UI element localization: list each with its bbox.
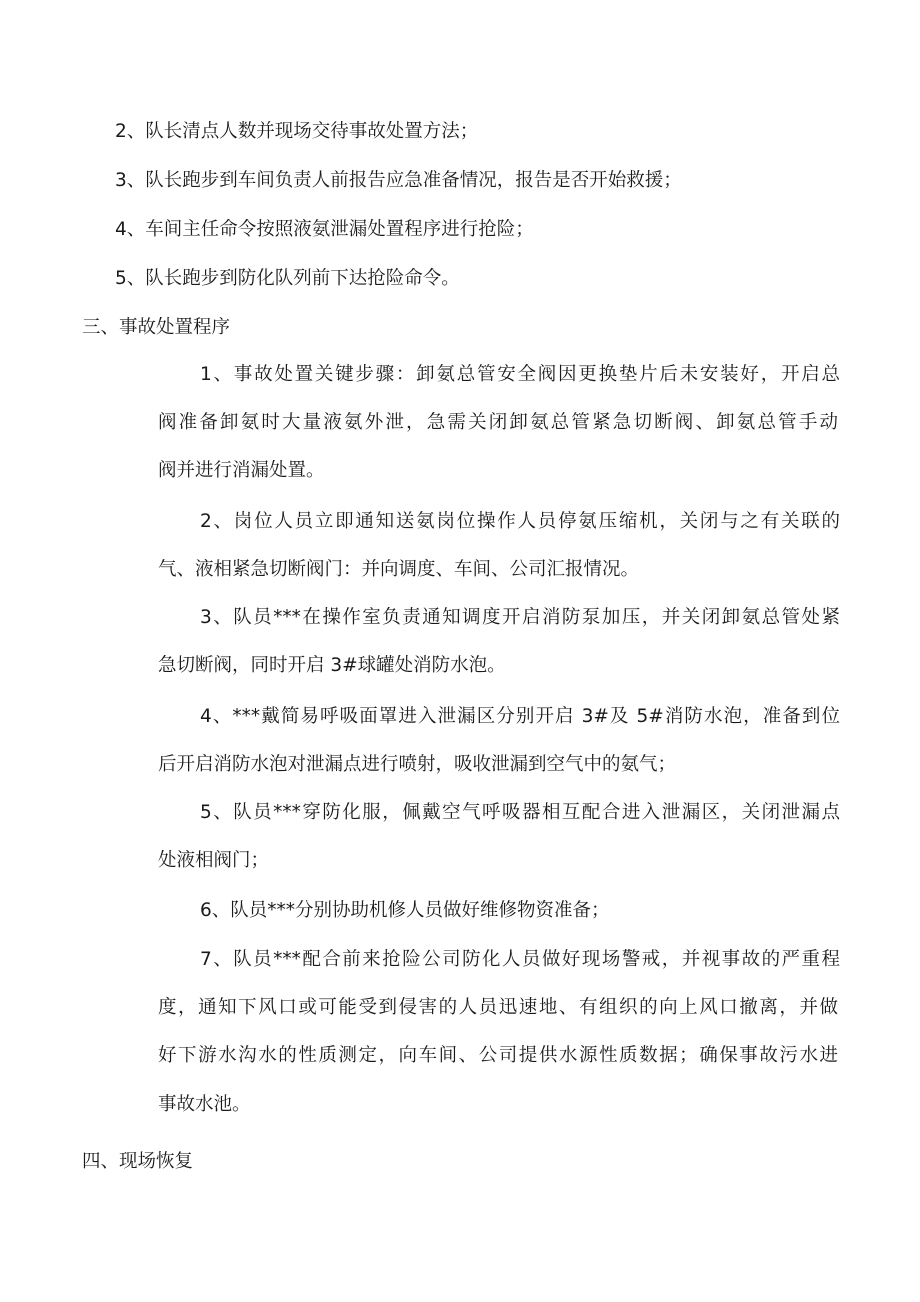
list-item: 4、车间主任命令按照液氨泄漏处置程序进行抢险； [115,219,534,240]
section-heading: 三、事故处置程序 [82,317,231,338]
paragraph-line: 处液相阀门； [158,850,270,871]
paragraph-line: 4、***戴简易呼吸面罩进入泄漏区分别开启 3#及 5#消防水泡，准备到位 [200,706,840,727]
paragraph-line: 5、队员***穿防化服，佩戴空气呼吸器相互配合进入泄漏区，关闭泄漏点 [200,802,840,823]
paragraph-line: 1、事故处置关键步骤：卸氨总管安全阀因更换垫片后未安装好，开启总 [200,364,840,385]
paragraph-line: 后开启消防水泡对泄漏点进行喷射，吸收泄漏到空气中的氨气； [158,754,677,775]
paragraph-line: 阀准备卸氨时大量液氨外泄，急需关闭卸氨总管紧急切断阀、卸氨总管手动 [158,412,838,433]
section-heading: 四、现场恢复 [82,1151,194,1172]
paragraph-line: 急切断阀，同时开启 3#球罐处消防水泡。 [158,655,506,676]
paragraph-line: 6、队员***分别协助机修人员做好维修物资准备； [200,900,610,921]
paragraph-line: 7、队员***配合前来抢险公司防化人员做好现场警戒，并视事故的严重程 [200,949,840,970]
paragraph-line: 2、岗位人员立即通知送氨岗位操作人员停氨压缩机，关闭与之有关联的 [200,511,840,532]
paragraph-line: 度，通知下风口或可能受到侵害的人员迅速地、有组织的向上风口撤离，并做 [158,997,838,1018]
paragraph-line: 阀并进行消漏处置。 [158,460,325,481]
paragraph-line: 好下游水沟水的性质测定，向车间、公司提供水源性质数据；确保事故污水进 [158,1045,838,1066]
paragraph-line: 3、队员***在操作室负责通知调度开启消防泵加压，并关闭卸氨总管处紧 [200,607,840,628]
list-item: 3、队长跑步到车间负责人前报告应急准备情况，报告是否开始救援； [115,170,682,191]
list-item: 5、队长跑步到防化队列前下达抢险命令。 [115,268,460,289]
paragraph-line: 气、液相紧急切断阀门：并向调度、车间、公司汇报情况。 [158,559,640,580]
list-item: 2、队长清点人数并现场交待事故处置方法； [115,121,479,142]
paragraph-line: 事故水池。 [158,1094,251,1115]
